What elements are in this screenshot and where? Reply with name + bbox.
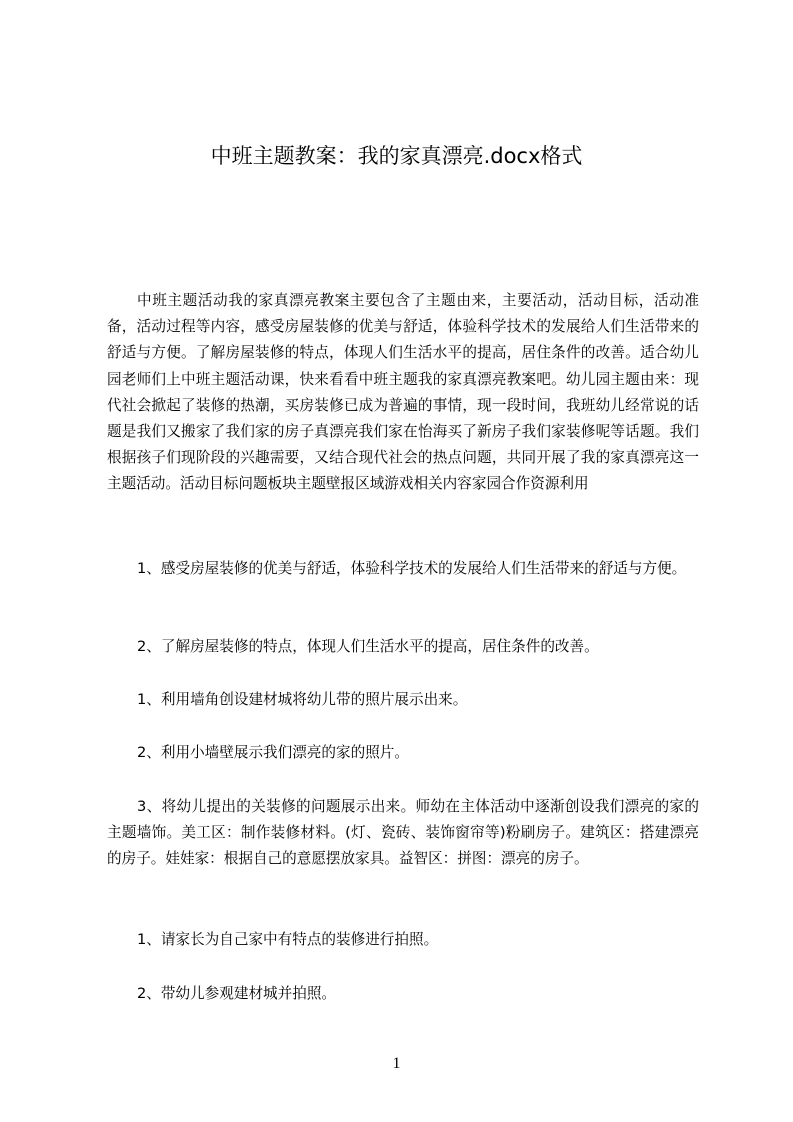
paragraph-wall-2: 2、利用小墙壁展示我们漂亮的家的照片。 — [137, 744, 409, 761]
document-title: 中班主题教案：我的家真漂亮.docx格式 — [210, 144, 583, 168]
paragraph-wall-3: 3、将幼儿提出的关装修的问题展示出来。师幼在主体活动中逐渐创设我们漂亮的家的主题墙饰。美工区：制作装修材料。(灯、瓷砖、装饰窗帘等)粉刷房子。建筑区：搭建漂亮的房子。娃娃家：根据自己的意愿摆放家具。益智区：拼图：漂亮的房子。 — [107, 798, 699, 868]
paragraph-wall-1: 1、利用墙角创设建材城将幼儿带的照片展示出来。 — [137, 691, 468, 708]
paragraph-goal-1: 1、感受房屋装修的优美与舒适，体验科学技术的发展给人们生活带来的舒适与方便。 — [137, 560, 687, 577]
intro-paragraph: 中班主题活动我的家真漂亮教案主要包含了主题由来，主要活动，活动目标，活动准备，活动过程等内容，感受房屋装修的优美与舒适，体验科学技术的发展给人们生活带来的舒适与方便。了解房屋装修的特点，体现人们生活水平的提高，居住条件的改善。适合幼儿园老师们上中班主题活动课，快来看看中班主题我的家真漂亮教案吧。幼儿园主题由来：现代社会掀起了装修的热潮，买房装修已成为普遍的事情，现一段时间，我班幼儿经常说的话题是我们又搬家了我们家的房子真漂亮我们家在怡海买了新房子我们家装修呢等话题。我们根据孩子们现阶段的兴趣需要，又结合现代社会的热点问题，共同开展了我的家真漂亮这一主题活动。活动目标问题板块主题壁报区域游戏相关内容家园合作资源利用 — [107, 292, 699, 493]
paragraph-goal-2: 2、了解房屋装修的特点，体现人们生活水平的提高，居住条件的改善。 — [137, 638, 599, 655]
paragraph-family-1: 1、请家长为自己家中有特点的装修进行拍照。 — [137, 931, 439, 948]
page-number: 1 — [392, 1055, 401, 1072]
paragraph-family-2: 2、带幼儿参观建材城并拍照。 — [137, 985, 337, 1002]
